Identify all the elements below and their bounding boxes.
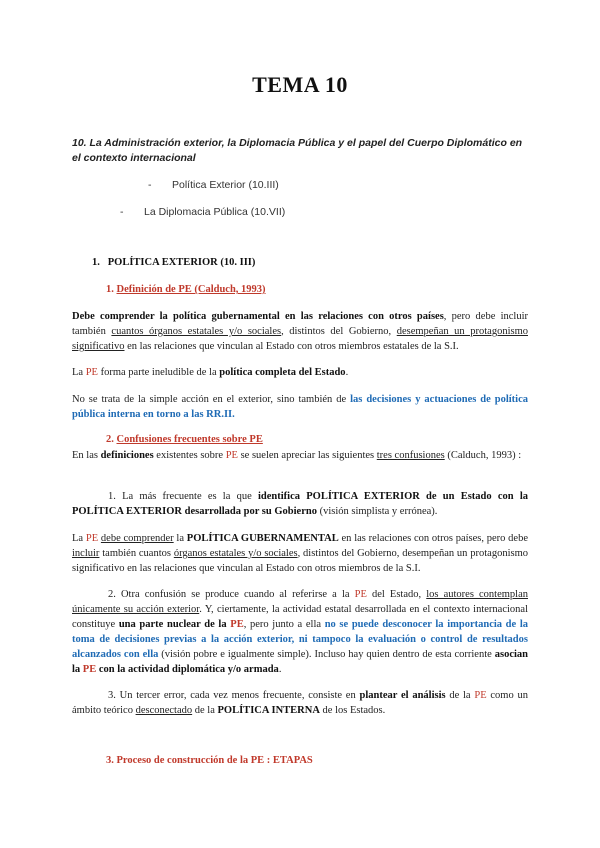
text-run: 3. Un tercer error, cada vez menos frecuente, consiste en: [108, 690, 360, 701]
text-run: .: [278, 664, 282, 675]
text-run: forma parte ineludible de la: [97, 367, 220, 378]
pe-term: PE: [474, 690, 487, 701]
text-run: de la: [445, 690, 475, 701]
text-run: existentes sobre: [153, 450, 226, 461]
subsection-heading: [106, 434, 263, 445]
subsection-number: 3.: [106, 755, 114, 766]
text-run: , pero debe incluir también: [72, 311, 528, 337]
bold-text: POLÍTICA GUBERNAMENTAL: [186, 533, 339, 544]
text-run: . Y, ciertamente, la actividad estatal desarrollada en el contexto internacional constituye: [72, 604, 528, 630]
section-heading: [92, 257, 255, 268]
bullet-item: [120, 206, 285, 218]
paragraph: [72, 448, 528, 463]
text-run: en las relaciones con otros países, pero debe: [338, 533, 529, 544]
subsection-title: Confusiones frecuentes sobre PE: [116, 434, 263, 445]
text-run: La: [72, 367, 86, 378]
paragraph: [72, 587, 528, 677]
text-run: en las relaciones que vinculan al Estado con otros miembros estatales de la S.I.: [124, 341, 459, 352]
text-run: 2. Otra confusión se produce cuando al referirse a la: [108, 589, 355, 600]
bullet-dash: -: [120, 206, 124, 218]
bold-text: una parte nuclear de la: [118, 619, 227, 630]
subsection-number: 2.: [106, 434, 114, 445]
paragraph: [72, 489, 528, 519]
text-run: , pero junto a ella: [243, 619, 325, 630]
underlined-text: incluir: [72, 548, 100, 559]
subsection-number: 1.: [106, 284, 114, 295]
topic-subtitle: 10. La Administración exterior, la Diplomacia Pública y el papel del Cuerpo Diplomático en el contexto internacional: [72, 137, 523, 164]
text-run: En las: [72, 450, 101, 461]
text-run: también cuantos: [99, 548, 174, 559]
pe-term: PE: [82, 664, 97, 675]
underlined-text: debe comprender: [100, 533, 174, 544]
highlight-text: no se puede desconocer la importancia de la toma de decisiones previas a la acción exterior, ni tampoco la evaluación o control de resultados alcanzados con ella: [72, 619, 529, 660]
text-run: .: [345, 367, 349, 378]
subsection-title: Definición de PE (Calduch, 1993): [116, 284, 266, 295]
bold-text: plantear el análisis: [359, 690, 446, 701]
bold-text: POLÍTICA INTERNA: [217, 705, 320, 716]
section-number: 1.: [92, 257, 100, 268]
text-run: la: [173, 533, 187, 544]
pe-term: PE: [230, 619, 244, 630]
bold-text: política completa del Estado: [219, 367, 346, 378]
pe-term: PE: [225, 450, 238, 461]
text-run: del Estado,: [366, 589, 427, 600]
subsection-heading: [106, 284, 266, 295]
subsection-heading: [106, 755, 313, 766]
text-run: (visión simplista y errónea).: [316, 506, 438, 517]
underlined-text: órganos estatales y/o sociales: [173, 548, 298, 559]
bullet-dash: -: [148, 179, 152, 191]
pe-term: PE: [85, 533, 99, 544]
bullet-text: Política Exterior (10.III): [172, 179, 279, 191]
underlined-text: desconectado: [135, 705, 193, 716]
text-run: No se trata de la simple acción en el exterior, sino también de: [72, 394, 351, 405]
bold-text: Debe comprender la política gubernamental en las relaciones con otros países: [72, 311, 444, 322]
highlight-text: las decisiones y actuaciones de política pública interna en torno a las RR.II.: [72, 394, 528, 420]
paragraph: [72, 392, 528, 422]
paragraph: [72, 309, 528, 354]
text-run: (visión pobre e igualmente simple). Incluso hay quien dentro de esta corriente: [158, 649, 495, 660]
text-run: como un ámbito teórico: [72, 690, 528, 716]
bold-text: con la actividad diplomática y/o armada: [98, 664, 279, 675]
bullet-item: [148, 179, 279, 191]
pe-term: PE: [354, 589, 367, 600]
underlined-text: cuantos órganos estatales y/o sociales: [111, 326, 282, 337]
paragraph: [72, 365, 528, 380]
bullet-text: La Diplomacia Pública (10.VII): [144, 206, 286, 218]
paragraph: [72, 688, 528, 718]
bold-text: asocian la: [72, 649, 528, 675]
text-run: , distintos del Gobierno, desempeñan un protagonismo significativo en las relaciones que vinculan al Estado con otros miembros de la S.I.: [72, 548, 529, 574]
text-run: , distintos del Gobierno,: [281, 326, 397, 337]
text-run: (Calduch, 1993) :: [444, 450, 522, 461]
paragraph: [72, 531, 528, 576]
pe-term: PE: [85, 367, 98, 378]
bold-text: definiciones: [100, 450, 154, 461]
section-title: POLÍTICA EXTERIOR (10. III): [107, 257, 256, 268]
subsection-title: Proceso de construcción de la PE : ETAPAS: [116, 755, 313, 766]
underlined-text: tres confusiones: [376, 450, 445, 461]
underlined-text: desempeñan un protagonismo significativo: [72, 326, 528, 352]
text-run: se suelen apreciar las siguientes: [237, 450, 377, 461]
text-run: La: [72, 533, 86, 544]
text-run: 1. La más frecuente es la que: [108, 491, 259, 502]
document-title: TEMA 10: [252, 72, 348, 97]
text-run: de la: [192, 705, 218, 716]
underlined-text: los autores contemplan únicamente su acción exterior: [72, 589, 528, 615]
text-run: de los Estados.: [319, 705, 386, 716]
bold-text: identifica POLÍTICA EXTERIOR de un Estado con la POLÍTICA EXTERIOR desarrollada por su Gobierno: [72, 491, 528, 517]
